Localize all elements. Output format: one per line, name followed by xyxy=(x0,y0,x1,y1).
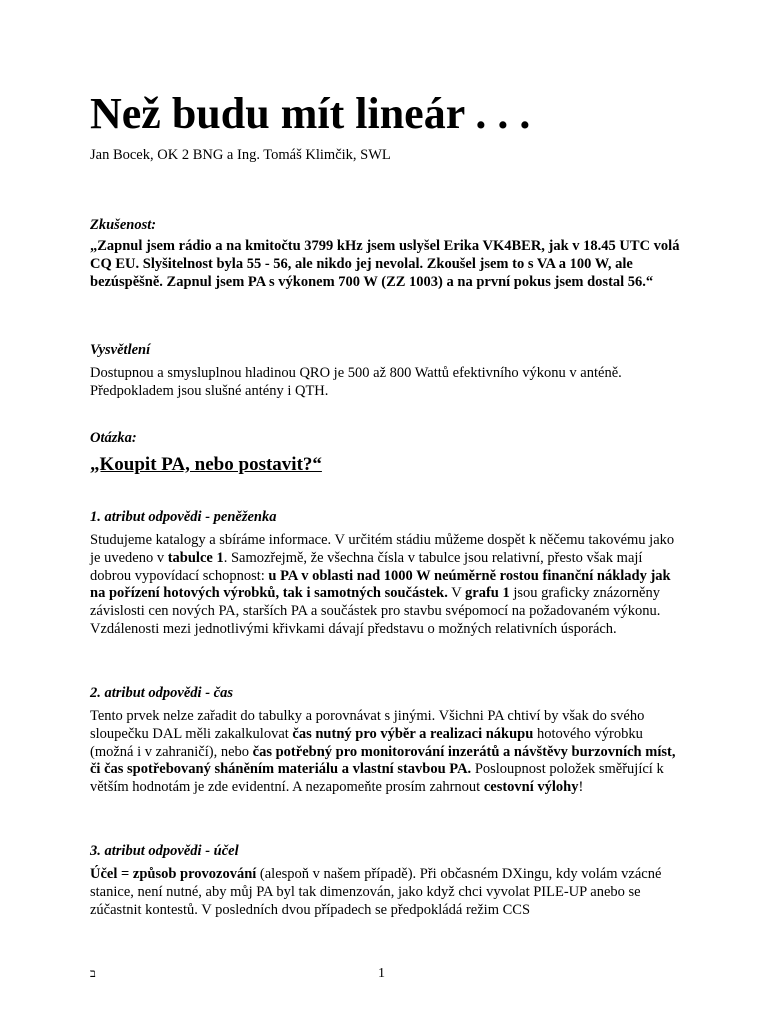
authors-line: Jan Bocek, OK 2 BNG a Ing. Tomáš Klimčik, SWL xyxy=(90,147,391,163)
attribute1-text-4: jsou graficky znázorněny závislosti cen nových PA, starších PA a součástek pro stavbu svépomocí na požadovaném výkonu. Vzdálenosti mezi jednotlivými křivkami dávají představu o možných relativních úsporách. xyxy=(90,585,661,637)
attribute1-heading: 1. atribut odpovědi - peněženka xyxy=(90,509,277,525)
attribute2-section xyxy=(90,684,680,797)
attribute1-text-1: Studujeme katalogy a sbíráme informace. V určitém stádiu můžeme dospět k něčemu takovému jako je uvedeno v xyxy=(90,532,675,566)
question-heading: Otázka: xyxy=(90,430,137,446)
attribute2-text-3: Posloupnost položek směřující k větším hodnotám je zde evidentní. A nezapomeňte prosím zahrnout xyxy=(90,761,664,796)
attribute1-bold-3: grafu 1 xyxy=(465,585,510,602)
attribute2-heading: 2. atribut odpovědi - čas xyxy=(90,685,233,701)
question-text: „Koupit PA, nebo postavit?“ xyxy=(90,454,322,475)
attribute2-text xyxy=(90,708,680,797)
page-number: 1 xyxy=(378,966,385,981)
attribute2-bold-3: cestovní výlohy xyxy=(483,779,579,796)
attribute1-bold-1: tabulce 1 xyxy=(167,549,224,566)
attribute2-text-1: Tento prvek nelze zařadit do tabulky a porovnávat s jinými. Všichni PA chtiví by však do svého sloupečku DAL měli zakalkulovat xyxy=(90,708,645,742)
experience-section xyxy=(90,216,680,291)
attribute2-text-4: ! xyxy=(578,779,584,796)
footer-mark: ב xyxy=(90,966,96,980)
explanation-section xyxy=(90,341,680,401)
question-section xyxy=(90,429,680,477)
attribute1-bold-2: u PA v oblasti nad 1000 W neúměrně rostou finanční náklady jak na pořízení hotových výrobků, tak i samotných součástek. xyxy=(90,567,671,602)
attribute1-text-2: . Samozřejmě, že všechna čísla v tabulce jsou relativní, přesto však mají dobrou vypovídací schopnost: xyxy=(90,549,643,584)
attribute1-section xyxy=(90,508,680,639)
explanation-text: Dostupnou a smysluplnou hladinou QRO je 500 až 800 Wattů efektivního výkonu v anténě. Předpokladem jsou slušné antény i QTH. xyxy=(90,365,622,399)
attribute2-bold-2: čas potřebný pro monitorování inzerátů a návštěvy burzovních míst, či čas spotřebovaný sháněním materiálu a vlastní stavbou PA. xyxy=(90,743,676,778)
attribute1-text-3: V xyxy=(447,585,466,602)
page-title: Než budu mít lineár . . . xyxy=(90,89,531,138)
attribute1-text xyxy=(90,532,680,639)
experience-quote: „Zapnul jsem rádio a na kmitočtu 3799 kHz jsem uslyšel Erika VK4BER, jak v 18.45 UTC volá CQ EU. Slyšitelnost byla 55 - 56, ale nikdo jej nevolal. Zkoušel jsem to s VA a 100 W, ale bezúspěšně. Zapnul jsem PA s výkonem 700 W (ZZ 1003) a na první pokus jsem dostal 56.“ xyxy=(90,238,680,290)
attribute3-bold-1: Účel = způsob provozování xyxy=(90,866,257,882)
explanation-heading: Vysvětlení xyxy=(90,342,151,358)
attribute2-bold-1: čas nutný pro výběr a realizaci nákupu xyxy=(292,725,534,742)
attribute3-text xyxy=(90,866,680,919)
attribute2-text-2: hotového výrobku (možná i v zahraničí), nebo xyxy=(90,725,643,760)
experience-heading: Zkušenost: xyxy=(90,217,157,233)
attribute3-heading: 3. atribut odpovědi - účel xyxy=(90,843,239,859)
attribute3-text-1: (alespoň v našem případě). Při občasném DXingu, kdy volám vzácné stanice, není nutné, aby můj PA byl tak dimenzován, jako když chci vyvolat PILE-UP anebo se zúčastnit kontestů. V posledních dvou případech se předpokládá režim CCS xyxy=(90,866,662,918)
attribute3-section xyxy=(90,842,680,919)
